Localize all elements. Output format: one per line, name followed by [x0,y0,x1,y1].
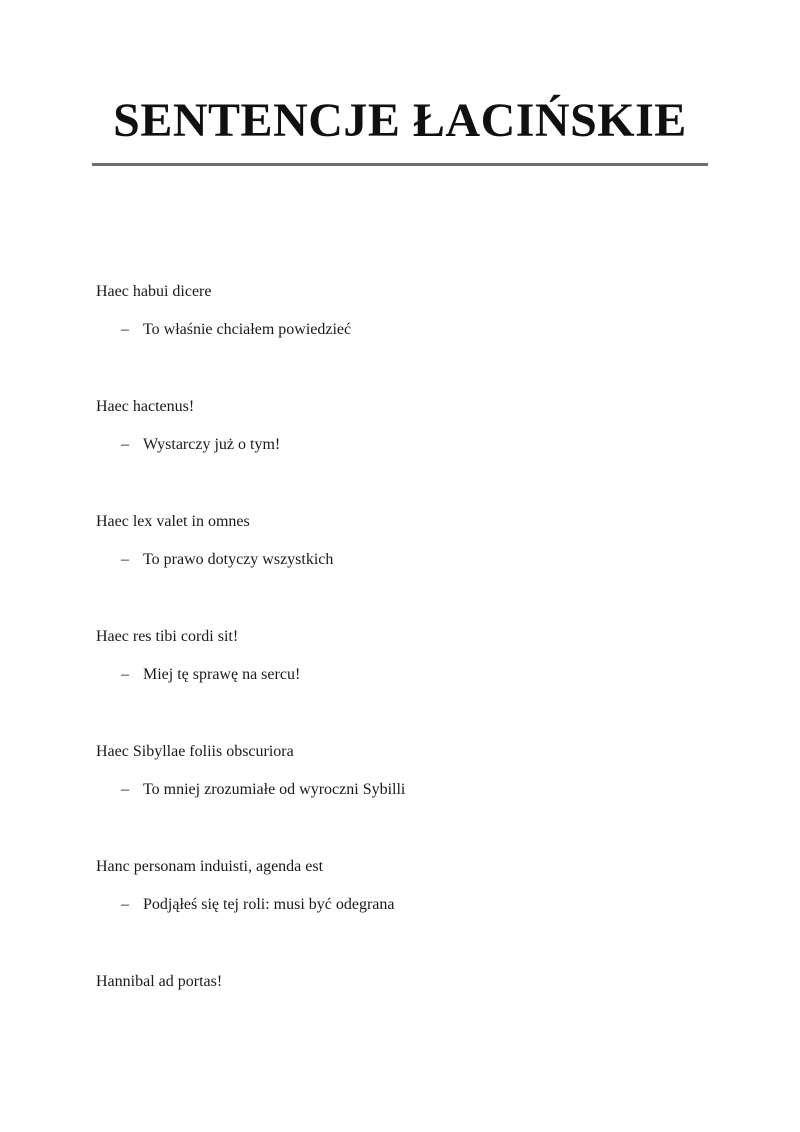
latin-phrase: Haec res tibi cordi sit! [96,628,239,645]
sentence-entry [96,513,740,568]
latin-phrase: Haec habui dicere [96,283,212,300]
polish-translation: To mniej zrozumiałe od wyroczni Sybilli [143,781,406,798]
polish-translation: To prawo dotyczy wszystkich [143,551,334,568]
polish-translation: Wystarczy już o tym! [143,436,281,453]
latin-phrase: Haec lex valet in omnes [96,513,250,530]
dash-bullet: – [121,551,129,568]
translation-line [96,666,740,683]
translation-line [96,436,740,453]
dash-bullet: – [121,321,129,338]
dash-bullet: – [121,781,129,798]
translation-line [96,896,740,913]
sentence-entry [96,743,740,798]
dash-bullet: – [121,436,129,453]
sentence-entry [96,973,740,990]
sentence-entry [96,398,740,453]
sentence-list [96,283,740,1050]
sentence-entry [96,283,740,338]
title-underline [92,163,708,166]
polish-translation: Podjąłeś się tej roli: musi być odegrana [143,896,395,913]
dash-bullet: – [121,666,129,683]
dash-bullet: – [121,896,129,913]
translation-line [96,551,740,568]
sentence-entry [96,628,740,683]
latin-phrase: Haec hactenus! [96,398,195,415]
latin-phrase: Hannibal ad portas! [96,973,223,990]
translation-line [96,781,740,798]
translation-line [96,321,740,338]
sentence-entry [96,858,740,913]
polish-translation: Miej tę sprawę na sercu! [143,666,301,683]
latin-phrase: Hanc personam induisti, agenda est [96,858,324,875]
polish-translation: To właśnie chciałem powiedzieć [143,321,352,338]
latin-phrase: Haec Sibyllae foliis obscuriora [96,743,294,760]
page-title: SENTENCJE ŁACIŃSKIE [113,94,687,147]
